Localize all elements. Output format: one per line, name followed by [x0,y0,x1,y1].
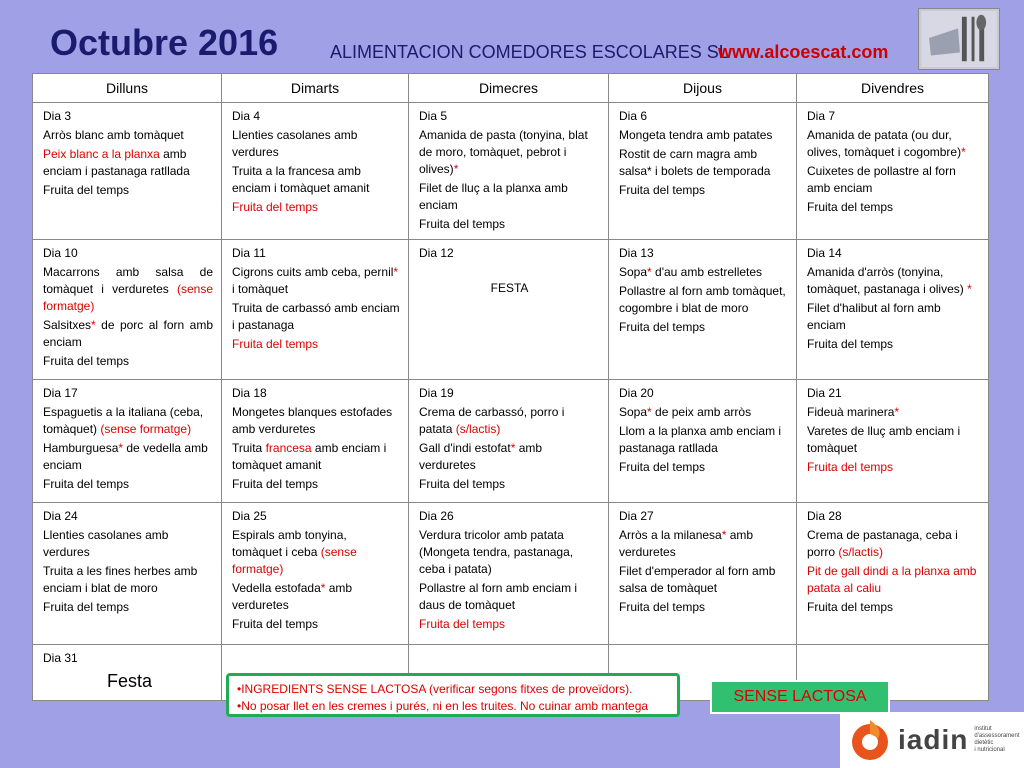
dish-item: Fruita del temps [232,477,319,491]
dish-item: Rostit de carn magra amb salsa* i bolets de temporada [619,147,771,178]
dish-item: Fruita del temps [807,200,894,214]
menu-cell [222,503,409,645]
dish-item: Fruita del temps [619,460,706,474]
menu-table [32,73,989,701]
table-header-row [33,74,989,103]
dish-item: Espaguetis a la italiana (ceba, tomàquet) (sense formatge) [43,405,204,436]
menu-cell [222,380,409,503]
dish-item: Filet de lluç a la planxa amb enciam [419,181,568,212]
dish-item: Fideuà marinera* [807,405,900,419]
day-number: Dia 26 [419,509,454,523]
dish-item: Amanida de patata (ou dur, olives, tomàquet i cogombre)* [807,128,966,159]
menu-cell [797,380,989,503]
dish-item: Llenties casolanes amb verdures [232,128,358,159]
legend-line: •INGREDIENTS SENSE LACTOSA (verificar segons fitxes de proveïdors). [237,682,633,696]
day-number: Dia 31 [43,651,78,665]
day-number: Dia 20 [619,386,654,400]
day-number: Dia 13 [619,246,654,260]
day-number: Dia 10 [43,246,78,260]
week-row [33,380,989,503]
dish-item: Amanida de pasta (tonyina, blat de moro, tomàquet, pebrot i olives)* [419,128,588,176]
allergen-star-icon: * [510,441,516,455]
dish-item: Fruita del temps [807,337,894,351]
dish-item: Mongeta tendra amb patates [619,128,773,142]
iadin-flame-icon [848,718,892,762]
dish-item: Gall d'indi estofat* amb verduretes [419,441,543,472]
day-number: Dia 11 [232,246,266,260]
menu-cell [409,380,609,503]
day-number: Dia 27 [619,509,654,523]
allergen-star-icon: * [393,265,399,279]
menu-cell [609,503,797,645]
dish-item: Fruita del temps [43,183,130,197]
allergen-star-icon: * [721,528,727,542]
dish-item: Varetes de lluç amb enciam i tomàquet [807,424,961,455]
dish-item: Crema de carbassó, porro i patata (s/lactis) [419,405,565,436]
dish-item: Fruita del temps [619,600,706,614]
menu-cell [609,240,797,380]
menu-cell [33,240,222,380]
day-header: Dilluns [33,74,222,103]
allergen-star-icon: * [967,282,972,296]
cutlery-logo-icon [918,8,1000,70]
dish-item: Peix blanc a la planxa amb enciam i pastanaga ratllada [43,147,190,178]
dish-item: Truita a les fines herbes amb enciam i blat de moro [43,564,198,595]
day-number: Dia 18 [232,386,267,400]
menu-cell [609,103,797,240]
lactose-free-badge: SENSE LACTOSA [710,680,890,714]
menu-cell [409,503,609,645]
day-number: Dia 28 [807,509,842,523]
menu-cell [33,645,222,701]
dish-item: Salsitxes* de porc al forn amb enciam [43,318,213,349]
dish-item: Verdura tricolor amb patata (Mongeta tendra, pastanaga, ceba i patata) [419,528,574,576]
dish-item: Llenties casolanes amb verdures [43,528,169,559]
menu-cell [222,103,409,240]
day-header: Dimecres [409,74,609,103]
day-header: Dijous [609,74,797,103]
dish-item: Fruita del temps [619,183,706,197]
dish-item: Fruita del temps [419,477,506,491]
dish-item: Arròs blanc amb tomàquet [43,128,184,142]
dish-item: Cigrons cuits amb ceba, pernil* i tomàquet [232,265,399,296]
allergen-star-icon: * [647,405,652,419]
dish-item: Fruita del temps [419,617,506,631]
week-row [33,240,989,380]
iadin-wordmark: iadin [898,724,969,755]
day-number: Dia 19 [419,386,454,400]
allergen-star-icon: * [647,265,652,279]
dish-item: Sopa* de peix amb arròs [619,405,752,419]
day-number: Dia 3 [43,109,72,123]
allergen-star-icon: * [118,441,124,455]
day-number: Dia 21 [807,386,842,400]
allergen-star-icon: * [91,318,96,332]
menu-cell [409,240,609,380]
dish-item: Sopa* d'au amb estrelletes [619,265,763,279]
dish-item: Truita francesa amb enciam i tomàquet amanit [232,441,387,472]
dish-item: Truita de carbassó amb enciam i pastanaga [232,301,400,332]
menu-cell [33,103,222,240]
dish-item: Crema de pastanaga, ceba i porro (s/lactis) [807,528,958,559]
allergen-star-icon: * [961,145,966,159]
website-link[interactable]: www.alcoescat.com [718,42,889,62]
day-number: Dia 17 [43,386,78,400]
week-row [33,103,989,240]
day-number: Dia 5 [419,109,448,123]
menu-cell [33,503,222,645]
dish-item: Pollastre al forn amb enciam i daus de tomàquet [419,581,578,612]
dish-item: Filet d'halibut al forn amb enciam [807,301,941,332]
dish-item: Amanida d'arròs (tonyina, tomàquet, pastanaga i olives) * [807,265,972,296]
menu-cell [409,103,609,240]
day-number: Dia 25 [232,509,267,523]
dish-item: Fruita del temps [43,477,130,491]
day-number: Dia 24 [43,509,78,523]
lactose-legend [226,673,680,717]
holiday-label: Festa [107,671,153,691]
dish-item: Vedella estofada* amb verduretes [232,581,353,612]
dish-item: Mongetes blanques estofades amb verduretes [232,405,393,436]
day-number: Dia 7 [807,109,836,123]
allergen-star-icon: * [894,405,900,419]
dish-item: Fruita del temps [419,217,506,231]
allergen-star-icon: * [453,162,459,176]
dish-item: Truita a la francesa amb enciam i tomàquet amanit [232,164,370,195]
menu-cell [609,380,797,503]
page-title: Octubre 2016 [50,22,279,63]
dish-item: Fruita del temps [232,200,319,214]
dish-item: Pollastre al forn amb tomàquet, cogombre i blat de moro [619,284,786,315]
week-row [33,503,989,645]
menu-cell [797,240,989,380]
iadin-logo [840,712,1024,768]
legend-line: •No posar llet en les cremes i purés, ni en les truites. No cuinar amb mantega [237,699,649,713]
dish-item: Fruita del temps [232,617,319,631]
day-header: Dimarts [222,74,409,103]
holiday-label: FESTA [490,281,529,295]
dish-item: Fruita del temps [43,354,130,368]
dish-item: Fruita del temps [43,600,130,614]
day-number: Dia 4 [232,109,261,123]
menu-cell [797,103,989,240]
dish-item: Macarrons amb salsa de tomàquet i verduretes (sense formatge) [43,265,213,313]
company-name: ALIMENTACION COMEDORES ESCOLARES SL [330,42,729,62]
iadin-subtitle: institut d'assessorament dietètic i nutricional [974,726,1020,753]
day-number: Dia 12 [419,246,454,260]
dish-item: Fruita del temps [807,600,894,614]
day-header: Divendres [797,74,989,103]
dish-item: Fruita del temps [232,337,319,351]
day-number: Dia 14 [807,246,842,260]
dish-item: Fruita del temps [807,460,894,474]
dish-item: Fruita del temps [619,320,706,334]
dish-item: Pit de gall dindi a la planxa amb patata al caliu [807,564,977,595]
menu-cell [797,503,989,645]
dish-item: Cuixetes de pollastre al forn amb enciam [807,164,956,195]
menu-cell [33,380,222,503]
dish-item: Hamburguesa* de vedella amb enciam [43,441,208,472]
dish-item: Arròs a la milanesa* amb verduretes [619,528,754,559]
day-number: Dia 6 [619,109,648,123]
dish-item: Filet d'emperador al forn amb salsa de tomàquet [619,564,776,595]
menu-cell [222,240,409,380]
dish-item: Llom a la planxa amb enciam i pastanaga ratllada [619,424,782,455]
allergen-star-icon: * [320,581,326,595]
dish-item: Espirals amb tonyina, tomàquet i ceba (sense formatge) [232,528,357,576]
